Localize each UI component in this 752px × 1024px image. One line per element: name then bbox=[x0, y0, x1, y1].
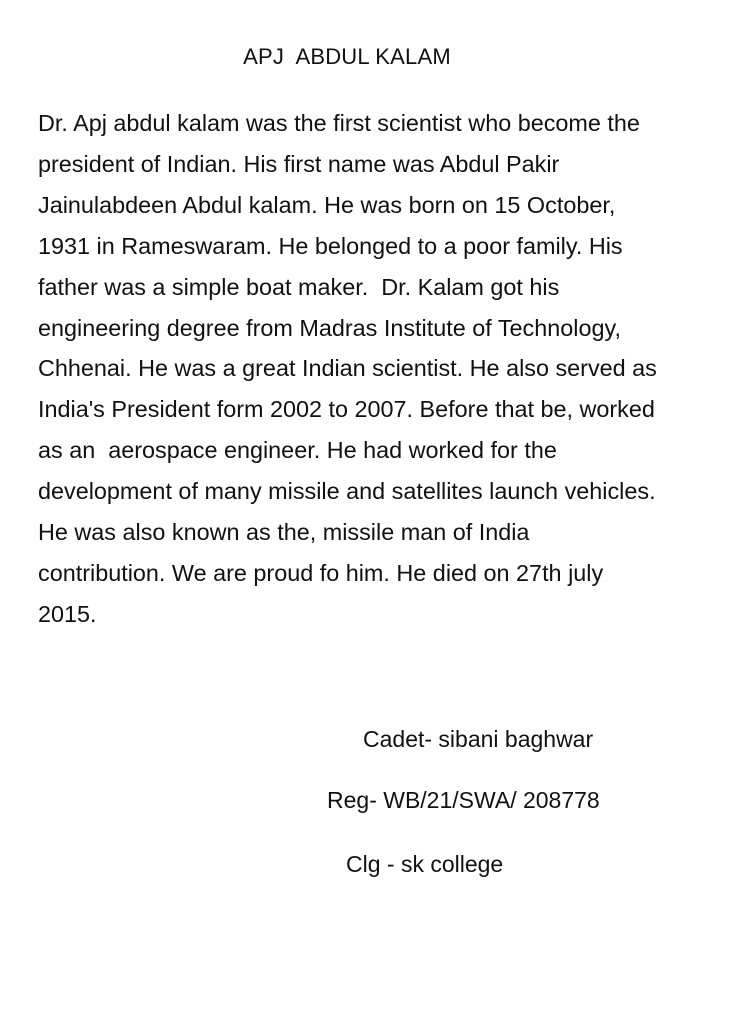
body-line-5: father was a simple boat maker. Dr. Kalam got his bbox=[38, 273, 560, 300]
body-line-12: contribution. We are proud fo him. He died on 27th july bbox=[38, 559, 604, 586]
body-line-6: engineering degree from Madras Institute of Technology, bbox=[38, 314, 621, 341]
body-line-9: as an aerospace engineer. He had worked for the bbox=[38, 437, 557, 464]
document-title: APJ ABDUL KALAM bbox=[243, 44, 451, 69]
body-line-8: India's President form 2002 to 2007. Before that be, worked bbox=[38, 396, 655, 423]
body-line-3: Jainulabdeen Abdul kalam. He was born on 15 October, bbox=[38, 191, 616, 218]
body-line-1: Dr. Apj abdul kalam was the first scientist who become the bbox=[38, 110, 640, 136]
body-line-2: president of Indian. His first name was Abdul Pakir bbox=[38, 150, 560, 177]
body-line-11: He was also known as the, missile man of India bbox=[38, 519, 530, 546]
essay-body bbox=[38, 103, 728, 635]
signature-reg: Reg- WB/21/SWA/ 208778 bbox=[327, 787, 600, 813]
body-line-7: Chhenai. He was a great Indian scientist. He also served as bbox=[38, 355, 657, 382]
signature-cadet: Cadet- sibani baghwar bbox=[363, 726, 594, 752]
body-line-4: 1931 in Rameswaram. He belonged to a poor family. His bbox=[38, 232, 623, 259]
signature-college: Clg - sk college bbox=[346, 851, 504, 877]
body-line-10: development of many missile and satellites launch vehicles. bbox=[38, 478, 656, 505]
body-line-13: 2015. bbox=[38, 600, 97, 627]
